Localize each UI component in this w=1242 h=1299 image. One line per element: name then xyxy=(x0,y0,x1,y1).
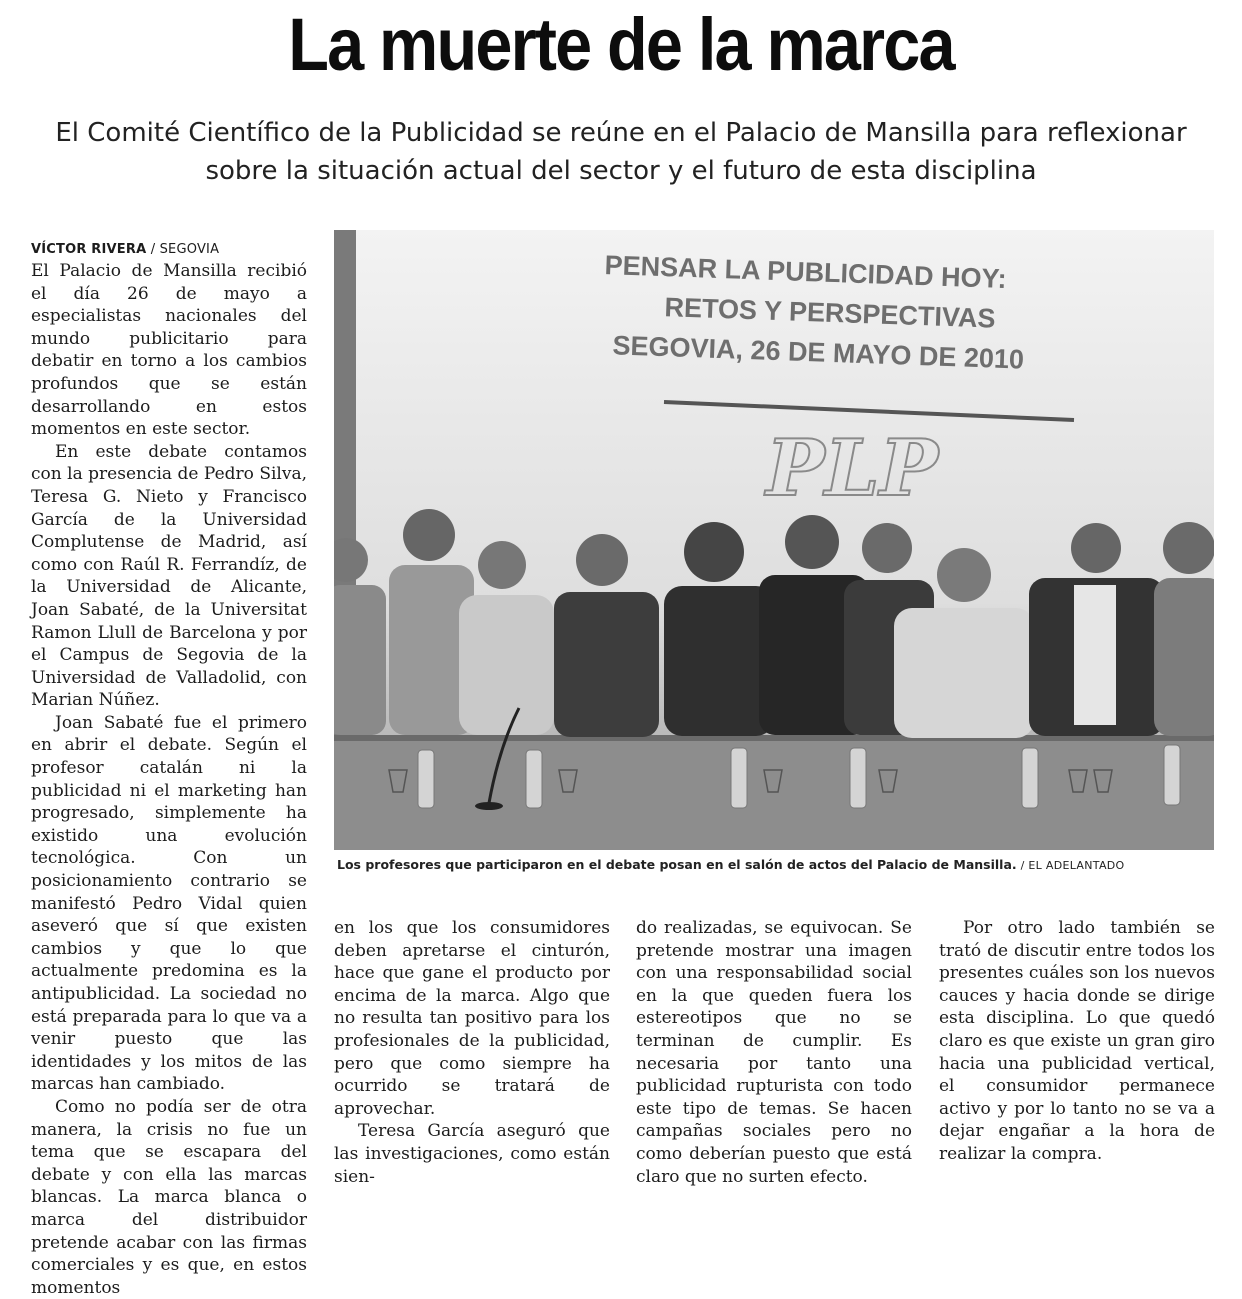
photo-caption xyxy=(337,857,1217,872)
byline-location: / SEGOVIA xyxy=(146,242,220,257)
bottle-5 xyxy=(1022,748,1038,808)
event-photo xyxy=(334,230,1214,850)
subheadline-line-2: sobre la situación actual del sector y el futuro de esta disciplina xyxy=(205,156,1037,186)
screen-text-line-3: SEGOVIA, 26 DE MAYO DE 2010 xyxy=(612,330,1025,375)
caption-text: Los profesores que participaron en el debate posan en el salón de actos del Palacio de Mansilla. xyxy=(337,857,1017,872)
paragraph-6: Teresa García aseguró que las investigaciones, como están sien- xyxy=(334,1121,610,1187)
headline: La muerte de la marca xyxy=(288,3,954,86)
bottle-1 xyxy=(418,750,434,808)
column-3 xyxy=(636,917,912,1188)
bottle-4 xyxy=(850,748,866,808)
person-9-shirt xyxy=(1074,585,1116,725)
plp-logo: PLP xyxy=(766,423,939,514)
person-6-head xyxy=(785,515,839,569)
column-4 xyxy=(939,917,1215,1166)
person-10-body xyxy=(1154,578,1214,736)
paragraph-1: El Palacio de Mansilla recibió el día 26 de mayo a especialistas nacionales del mundo publicitario para debatir en torno a los cambios profundos que se están desarrollando en estos momentos en este sector. xyxy=(31,261,307,440)
subheadline-line-1: El Comité Científico de la Publicidad se reúne en el Palacio de Mansilla para reflexionar xyxy=(55,118,1187,148)
byline xyxy=(31,240,307,260)
person-4-head xyxy=(576,534,628,586)
person-3-body xyxy=(459,595,554,735)
paragraph-5: en los que los consumidores deben apretarse el cinturón, hace que gane el producto por encima de la marca. Algo que no resulta tan positivo para los profesionales de la publicidad, pero que como siempre ha ocurrido se tratará de aprovechar. xyxy=(334,918,610,1119)
microphone-base xyxy=(475,802,503,810)
person-2-head xyxy=(403,509,455,561)
photo-illustration xyxy=(334,230,1214,850)
paragraph-7: do realizadas, se equivocan. Se pretende mostrar una imagen con una responsabilidad social en la que queden fuera los estereotipos que no se terminan de cumplir. Es necesaria por tanto una publicidad rupturista con todo este tipo de temas. Se hacen campañas sociales pero no como deberían puesto que está claro que no surten efecto. xyxy=(636,918,912,1187)
person-1-body xyxy=(334,585,386,735)
person-5-body xyxy=(664,586,774,736)
bottle-6 xyxy=(1164,745,1180,805)
person-10-head xyxy=(1163,522,1214,574)
subheadline xyxy=(20,114,1222,190)
person-8-body xyxy=(894,608,1034,738)
byline-author: VÍCTOR RIVERA xyxy=(31,242,147,257)
bottle-3 xyxy=(731,748,747,808)
screen-text-line-1: PENSAR LA PUBLICIDAD HOY: xyxy=(604,249,1008,295)
bottle-2 xyxy=(526,750,542,808)
paragraph-8: Por otro lado también se trató de discutir entre todos los presentes cuáles son los nuevos cauces y hacia donde se dirige esta disciplina. Lo que quedó claro es que existe un gran giro hacia una publicidad vertical, el consumidor permanece activo y por lo tanto no se va a dejar engañar a la hora de realizar la compra. xyxy=(939,918,1215,1164)
photo-credit: / EL ADELANTADO xyxy=(1020,859,1125,872)
paragraph-2: En este debate contamos con la presencia de Pedro Silva, Teresa G. Nieto y Francisco García de la Universidad Complutense de Madrid, así como con Raúl R. Ferrandíz, de la Universidad de Alicante, Joan Sabaté, de la Universitat Ramon Llull de Barcelona y por el Campus de Segovia de la Universidad de Valladolid, con Marian Núñez. xyxy=(31,441,307,711)
person-8-head xyxy=(937,548,991,602)
person-4-body xyxy=(554,592,659,737)
person-3-head xyxy=(478,541,526,589)
screen-text-line-2: RETOS Y PERSPECTIVAS xyxy=(663,292,996,334)
paragraph-3: Joan Sabaté fue el primero en abrir el debate. Según el profesor catalán ni la publicidad ni el marketing han progresado, simplemente ha existido una evolución tecnológica. Con un posicionamiento contrario se manifestó Pedro Vidal quien aseveró que sí que existen cambios y que lo que actualmente predomina es la antipublicidad. La sociedad no está preparada para lo que va a venir puesto que las identidades y los mitos de las marcas han cambiado. xyxy=(31,712,307,1095)
person-9-head xyxy=(1071,523,1121,573)
column-2 xyxy=(334,917,610,1188)
person-7-head xyxy=(862,523,912,573)
column-1 xyxy=(31,240,307,1299)
person-5-head xyxy=(684,522,744,582)
paragraph-4: Como no podía ser de otra manera, la crisis no fue un tema que se escapara del debate y con ella las marcas blancas. La marca blanca o marca del distribuidor pretende acabar con las firmas comerciales y es que, en estos momentos xyxy=(31,1096,307,1298)
